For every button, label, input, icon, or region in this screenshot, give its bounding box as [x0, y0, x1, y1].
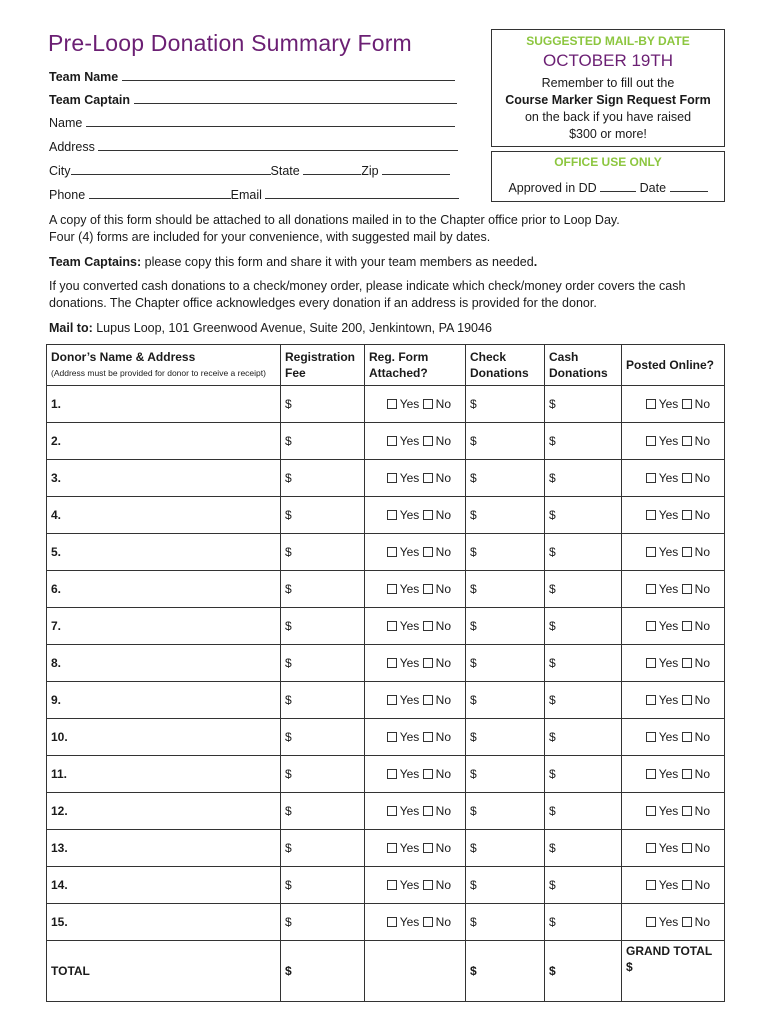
- cash-cell[interactable]: $: [545, 497, 622, 534]
- reg-form-no-label: No: [435, 508, 451, 522]
- approved-line[interactable]: [600, 179, 636, 192]
- reg-form-yes-checkbox[interactable]: [387, 732, 397, 742]
- total-reg-form: [365, 941, 466, 1002]
- cash-cell[interactable]: $: [545, 867, 622, 904]
- address-line[interactable]: [98, 138, 458, 151]
- reg-form-no-label: No: [435, 841, 451, 855]
- total-label: TOTAL: [47, 941, 281, 1002]
- reg-form-no-label: No: [435, 471, 451, 485]
- col-cash-header: Cash Donations: [545, 345, 622, 386]
- reg-fee-cell[interactable]: $: [281, 904, 365, 941]
- posted-online-no-label: No: [694, 730, 710, 744]
- donor-cell[interactable]: 2.: [47, 423, 281, 460]
- posted-online-yes-label: Yes: [658, 397, 679, 411]
- donor-cell[interactable]: 5.: [47, 534, 281, 571]
- reg-form-yes-label: Yes: [399, 693, 420, 707]
- reg-form-no-checkbox[interactable]: [423, 769, 433, 779]
- donor-cell[interactable]: 9.: [47, 682, 281, 719]
- check-cell[interactable]: $: [466, 386, 545, 423]
- col-check-header: Check Donations: [466, 345, 545, 386]
- posted-online-no-checkbox[interactable]: [682, 621, 692, 631]
- reg-form-yes-label: Yes: [399, 582, 420, 596]
- total-row: [47, 941, 725, 1002]
- posted-online-yes-label: Yes: [658, 545, 679, 559]
- reg-fee-cell[interactable]: $: [281, 460, 365, 497]
- reg-form-no-label: No: [435, 915, 451, 929]
- mail-note-line2: Course Marker Sign Request Form: [505, 93, 711, 107]
- table-row: [47, 904, 725, 941]
- reg-form-cell: [365, 645, 466, 682]
- posted-online-yes-checkbox[interactable]: [646, 843, 656, 853]
- posted-online-no-checkbox[interactable]: [682, 806, 692, 816]
- reg-form-no-checkbox[interactable]: [423, 584, 433, 594]
- posted-online-no-label: No: [694, 767, 710, 781]
- table-row: [47, 386, 725, 423]
- posted-online-yes-checkbox[interactable]: [646, 880, 656, 890]
- table-row: [47, 682, 725, 719]
- posted-online-yes-label: Yes: [658, 804, 679, 818]
- posted-online-no-checkbox[interactable]: [682, 436, 692, 446]
- reg-fee-cell[interactable]: $: [281, 830, 365, 867]
- instructions-para1: [49, 212, 729, 246]
- reg-form-yes-label: Yes: [399, 545, 420, 559]
- posted-online-yes-label: Yes: [658, 841, 679, 855]
- reg-form-no-checkbox[interactable]: [423, 917, 433, 927]
- posted-online-yes-label: Yes: [658, 508, 679, 522]
- email-label: Email: [230, 188, 262, 202]
- check-cell[interactable]: $: [466, 645, 545, 682]
- posted-online-cell: [622, 682, 725, 719]
- reg-form-no-label: No: [435, 804, 451, 818]
- city-label: City: [49, 164, 71, 178]
- reg-form-yes-label: Yes: [399, 471, 420, 485]
- reg-form-no-label: No: [435, 878, 451, 892]
- posted-online-cell: [622, 719, 725, 756]
- posted-online-no-checkbox[interactable]: [682, 473, 692, 483]
- check-cell[interactable]: $: [466, 904, 545, 941]
- reg-form-yes-checkbox[interactable]: [387, 843, 397, 853]
- office-date-line[interactable]: [670, 179, 708, 192]
- reg-form-no-checkbox[interactable]: [423, 510, 433, 520]
- reg-form-no-checkbox[interactable]: [423, 473, 433, 483]
- reg-fee-cell[interactable]: $: [281, 719, 365, 756]
- posted-online-cell: [622, 867, 725, 904]
- reg-fee-cell[interactable]: $: [281, 497, 365, 534]
- reg-form-no-checkbox[interactable]: [423, 695, 433, 705]
- reg-form-yes-label: Yes: [399, 434, 420, 448]
- team-captain-line[interactable]: [134, 91, 457, 104]
- posted-online-cell: [622, 386, 725, 423]
- approved-label: Approved in DD: [508, 181, 597, 195]
- posted-online-yes-label: Yes: [658, 878, 679, 892]
- reg-form-no-label: No: [435, 545, 451, 559]
- posted-online-cell: [622, 534, 725, 571]
- reg-form-no-label: No: [435, 434, 451, 448]
- posted-online-yes-checkbox[interactable]: [646, 695, 656, 705]
- table-row: [47, 608, 725, 645]
- posted-online-cell: [622, 904, 725, 941]
- reg-form-cell: [365, 867, 466, 904]
- reg-form-yes-label: Yes: [399, 730, 420, 744]
- mail-to-address: Lupus Loop, 101 Greenwood Avenue, Suite 200, Jenkintown, PA 19046: [92, 321, 492, 335]
- cash-cell[interactable]: $: [545, 682, 622, 719]
- check-cell[interactable]: $: [466, 497, 545, 534]
- reg-form-no-checkbox[interactable]: [423, 621, 433, 631]
- reg-fee-cell[interactable]: $: [281, 645, 365, 682]
- grand-total-dollar: $: [626, 960, 633, 974]
- table-row: [47, 423, 725, 460]
- reg-form-no-checkbox[interactable]: [423, 436, 433, 446]
- posted-online-yes-checkbox[interactable]: [646, 621, 656, 631]
- reg-fee-cell[interactable]: $: [281, 608, 365, 645]
- reg-form-no-checkbox[interactable]: [423, 880, 433, 890]
- table-row: [47, 756, 725, 793]
- total-check[interactable]: $: [466, 941, 545, 1002]
- table-row: [47, 534, 725, 571]
- posted-online-no-label: No: [694, 841, 710, 855]
- posted-online-no-label: No: [694, 693, 710, 707]
- reg-form-cell: [365, 793, 466, 830]
- posted-online-no-label: No: [694, 804, 710, 818]
- reg-form-cell: [365, 756, 466, 793]
- reg-form-cell: [365, 534, 466, 571]
- reg-form-no-label: No: [435, 693, 451, 707]
- posted-online-yes-label: Yes: [658, 915, 679, 929]
- instructions-para3: If you converted cash donations to a check/money order, please indicate which check/money order covers the cash donations. The Chapter office acknowledges every donation if an address is provided for the donor.: [49, 279, 686, 310]
- team-name-line[interactable]: [122, 68, 455, 81]
- name-line[interactable]: [86, 114, 455, 127]
- posted-online-yes-checkbox[interactable]: [646, 510, 656, 520]
- reg-form-no-label: No: [435, 767, 451, 781]
- posted-online-yes-label: Yes: [658, 693, 679, 707]
- posted-online-no-checkbox[interactable]: [682, 732, 692, 742]
- posted-online-yes-label: Yes: [658, 434, 679, 448]
- posted-online-cell: [622, 756, 725, 793]
- reg-form-cell: [365, 608, 466, 645]
- cash-cell[interactable]: $: [545, 423, 622, 460]
- mail-to-line: [49, 320, 729, 337]
- posted-online-no-label: No: [694, 656, 710, 670]
- posted-online-no-checkbox[interactable]: [682, 695, 692, 705]
- col-reg-form-header: Reg. Form Attached?: [365, 345, 466, 386]
- office-approval-row: [492, 179, 724, 195]
- reg-fee-cell[interactable]: $: [281, 682, 365, 719]
- city-state-zip-field[interactable]: [49, 162, 450, 178]
- reg-form-yes-checkbox[interactable]: [387, 399, 397, 409]
- posted-online-yes-checkbox[interactable]: [646, 399, 656, 409]
- reg-form-cell: [365, 719, 466, 756]
- team-captain-field[interactable]: [49, 91, 457, 107]
- grand-total-label: GRAND TOTAL: [626, 944, 713, 958]
- cash-cell[interactable]: $: [545, 645, 622, 682]
- posted-online-no-checkbox[interactable]: [682, 510, 692, 520]
- email-line[interactable]: [265, 186, 459, 199]
- cash-cell[interactable]: $: [545, 830, 622, 867]
- check-cell[interactable]: $: [466, 460, 545, 497]
- posted-online-yes-checkbox[interactable]: [646, 658, 656, 668]
- posted-online-yes-checkbox[interactable]: [646, 547, 656, 557]
- cash-cell[interactable]: $: [545, 756, 622, 793]
- posted-online-cell: [622, 571, 725, 608]
- posted-online-no-checkbox[interactable]: [682, 769, 692, 779]
- reg-form-yes-label: Yes: [399, 508, 420, 522]
- reg-form-cell: [365, 497, 466, 534]
- posted-online-cell: [622, 830, 725, 867]
- reg-form-yes-checkbox[interactable]: [387, 621, 397, 631]
- posted-online-no-label: No: [694, 471, 710, 485]
- posted-online-no-label: No: [694, 582, 710, 596]
- reg-form-yes-label: Yes: [399, 619, 420, 633]
- posted-online-yes-checkbox[interactable]: [646, 917, 656, 927]
- grand-total-cell[interactable]: [622, 941, 725, 1002]
- posted-online-cell: [622, 645, 725, 682]
- reg-form-yes-label: Yes: [399, 841, 420, 855]
- donor-cell[interactable]: 10.: [47, 719, 281, 756]
- table-row: [47, 719, 725, 756]
- posted-online-no-checkbox[interactable]: [682, 880, 692, 890]
- posted-online-yes-checkbox[interactable]: [646, 473, 656, 483]
- posted-online-yes-label: Yes: [658, 767, 679, 781]
- reg-fee-cell[interactable]: $: [281, 571, 365, 608]
- donor-cell[interactable]: 6.: [47, 571, 281, 608]
- mail-note-line4: $300 or more!: [569, 127, 647, 141]
- reg-fee-cell[interactable]: $: [281, 423, 365, 460]
- name-label: Name: [49, 116, 83, 130]
- posted-online-no-label: No: [694, 915, 710, 929]
- mail-by-date: OCTOBER 19TH: [542, 51, 674, 70]
- donor-cell[interactable]: 13.: [47, 830, 281, 867]
- team-captains-label: Team Captains:: [49, 255, 142, 269]
- donor-cell[interactable]: 8.: [47, 645, 281, 682]
- reg-form-yes-checkbox[interactable]: [387, 695, 397, 705]
- posted-online-yes-checkbox[interactable]: [646, 436, 656, 446]
- reg-form-cell: [365, 460, 466, 497]
- posted-online-no-checkbox[interactable]: [682, 584, 692, 594]
- address-field[interactable]: [49, 138, 458, 154]
- reg-form-yes-checkbox[interactable]: [387, 436, 397, 446]
- check-cell[interactable]: $: [466, 608, 545, 645]
- phone-email-field[interactable]: [49, 186, 459, 202]
- reg-form-no-label: No: [435, 582, 451, 596]
- reg-form-yes-checkbox[interactable]: [387, 880, 397, 890]
- reg-form-cell: [365, 423, 466, 460]
- donor-cell[interactable]: 7.: [47, 608, 281, 645]
- check-cell[interactable]: $: [466, 719, 545, 756]
- reg-form-yes-checkbox[interactable]: [387, 917, 397, 927]
- table-row: [47, 645, 725, 682]
- reg-form-yes-checkbox[interactable]: [387, 806, 397, 816]
- posted-online-no-checkbox[interactable]: [682, 658, 692, 668]
- page-title: Pre-Loop Donation Summary Form: [48, 30, 412, 56]
- cash-cell[interactable]: $: [545, 571, 622, 608]
- cash-cell[interactable]: $: [545, 793, 622, 830]
- check-cell[interactable]: $: [466, 571, 545, 608]
- posted-online-yes-checkbox[interactable]: [646, 769, 656, 779]
- check-cell[interactable]: $: [466, 830, 545, 867]
- team-captain-label: Team Captain: [49, 93, 131, 107]
- state-label: State: [270, 164, 300, 178]
- posted-online-no-label: No: [694, 508, 710, 522]
- posted-online-cell: [622, 460, 725, 497]
- phone-label: Phone: [49, 188, 86, 202]
- cash-cell[interactable]: $: [545, 719, 622, 756]
- reg-form-cell: [365, 830, 466, 867]
- team-captains-period: .: [533, 255, 538, 269]
- col-donor-header: Donor’s Name & Address (Address must be provided for donor to receive a receipt): [47, 345, 281, 386]
- mail-note-line1: Remember to fill out the: [541, 76, 675, 90]
- phone-line[interactable]: [89, 186, 231, 199]
- donation-table: [46, 344, 725, 1002]
- donor-cell[interactable]: 4.: [47, 497, 281, 534]
- reg-form-cell: [365, 386, 466, 423]
- reg-fee-cell[interactable]: $: [281, 793, 365, 830]
- table-row: [47, 497, 725, 534]
- col-posted-header: Posted Online?: [622, 345, 725, 386]
- posted-online-no-label: No: [694, 878, 710, 892]
- reg-form-yes-checkbox[interactable]: [387, 769, 397, 779]
- posted-online-no-checkbox[interactable]: [682, 399, 692, 409]
- posted-online-cell: [622, 608, 725, 645]
- reg-form-yes-label: Yes: [399, 767, 420, 781]
- instructions-line2: Four (4) forms are included for your convenience, with suggested mail by dates.: [49, 230, 491, 244]
- posted-online-no-checkbox[interactable]: [682, 917, 692, 927]
- city-line[interactable]: [71, 162, 271, 175]
- donor-cell[interactable]: 3.: [47, 460, 281, 497]
- mail-by-date-box: [491, 29, 725, 147]
- reg-form-no-label: No: [435, 619, 451, 633]
- address-label: Address: [49, 140, 95, 154]
- posted-online-yes-label: Yes: [658, 730, 679, 744]
- cash-cell[interactable]: $: [545, 460, 622, 497]
- team-name-label: Team Name: [49, 70, 119, 84]
- table-row: [47, 793, 725, 830]
- donor-cell[interactable]: 14.: [47, 867, 281, 904]
- table-row: [47, 867, 725, 904]
- zip-line[interactable]: [382, 162, 450, 175]
- donor-cell[interactable]: 12.: [47, 793, 281, 830]
- reg-form-yes-label: Yes: [399, 878, 420, 892]
- donor-cell[interactable]: 15.: [47, 904, 281, 941]
- check-cell[interactable]: $: [466, 793, 545, 830]
- reg-fee-cell[interactable]: $: [281, 756, 365, 793]
- posted-online-yes-checkbox[interactable]: [646, 806, 656, 816]
- reg-form-no-checkbox[interactable]: [423, 658, 433, 668]
- reg-form-no-checkbox[interactable]: [423, 732, 433, 742]
- table-row: [47, 830, 725, 867]
- donor-cell[interactable]: 11.: [47, 756, 281, 793]
- reg-form-yes-checkbox[interactable]: [387, 510, 397, 520]
- instructions-line1: A copy of this form should be attached to all donations mailed in to the Chapter office prior to Loop Day.: [49, 213, 620, 227]
- cash-cell[interactable]: $: [545, 534, 622, 571]
- mail-by-heading: SUGGESTED MAIL-BY DATE: [526, 34, 690, 48]
- reg-fee-cell[interactable]: $: [281, 534, 365, 571]
- posted-online-cell: [622, 423, 725, 460]
- check-cell[interactable]: $: [466, 682, 545, 719]
- posted-online-cell: [622, 497, 725, 534]
- reg-form-no-checkbox[interactable]: [423, 399, 433, 409]
- posted-online-no-label: No: [694, 619, 710, 633]
- check-cell[interactable]: $: [466, 534, 545, 571]
- reg-form-yes-label: Yes: [399, 397, 420, 411]
- mail-note-line3: on the back if you have raised: [524, 110, 692, 124]
- posted-online-no-label: No: [694, 397, 710, 411]
- posted-online-no-checkbox[interactable]: [682, 843, 692, 853]
- reg-form-yes-checkbox[interactable]: [387, 584, 397, 594]
- table-header-row: [47, 345, 725, 386]
- reg-form-yes-label: Yes: [399, 915, 420, 929]
- posted-online-cell: [622, 793, 725, 830]
- posted-online-no-label: No: [694, 545, 710, 559]
- reg-form-no-checkbox[interactable]: [423, 806, 433, 816]
- check-cell[interactable]: $: [466, 867, 545, 904]
- reg-form-cell: [365, 904, 466, 941]
- team-captains-text: please copy this form and share it with your team members as needed: [141, 255, 534, 269]
- reg-fee-cell[interactable]: $: [281, 867, 365, 904]
- total-reg-fee[interactable]: $: [281, 941, 365, 1002]
- reg-form-yes-checkbox[interactable]: [387, 658, 397, 668]
- posted-online-yes-label: Yes: [658, 619, 679, 633]
- cash-cell[interactable]: $: [545, 608, 622, 645]
- cash-cell[interactable]: $: [545, 386, 622, 423]
- office-use-box: [491, 151, 725, 202]
- instructions-para2: [49, 254, 729, 271]
- reg-form-yes-checkbox[interactable]: [387, 547, 397, 557]
- posted-online-yes-checkbox[interactable]: [646, 584, 656, 594]
- reg-form-yes-label: Yes: [399, 656, 420, 670]
- posted-online-no-checkbox[interactable]: [682, 547, 692, 557]
- name-field[interactable]: [49, 114, 455, 130]
- zip-label: Zip: [361, 164, 379, 178]
- total-cash[interactable]: $: [545, 941, 622, 1002]
- col-reg-fee-header: Registration Fee: [281, 345, 365, 386]
- state-line[interactable]: [303, 162, 361, 175]
- reg-form-no-label: No: [435, 397, 451, 411]
- posted-online-yes-label: Yes: [658, 656, 679, 670]
- mail-by-note: [492, 75, 724, 143]
- table-row: [47, 460, 725, 497]
- reg-form-no-label: No: [435, 656, 451, 670]
- reg-form-cell: [365, 571, 466, 608]
- check-cell[interactable]: $: [466, 423, 545, 460]
- posted-online-no-label: No: [694, 434, 710, 448]
- mail-to-label: Mail to:: [49, 321, 93, 335]
- reg-form-cell: [365, 682, 466, 719]
- check-cell[interactable]: $: [466, 756, 545, 793]
- reg-fee-cell[interactable]: $: [281, 386, 365, 423]
- reg-form-yes-checkbox[interactable]: [387, 473, 397, 483]
- table-row: [47, 571, 725, 608]
- reg-form-yes-label: Yes: [399, 804, 420, 818]
- reg-form-no-label: No: [435, 730, 451, 744]
- posted-online-yes-label: Yes: [658, 582, 679, 596]
- office-date-label: Date: [639, 181, 667, 195]
- posted-online-yes-label: Yes: [658, 471, 679, 485]
- posted-online-yes-checkbox[interactable]: [646, 732, 656, 742]
- reg-form-no-checkbox[interactable]: [423, 843, 433, 853]
- office-use-heading: OFFICE USE ONLY: [554, 155, 662, 169]
- cash-cell[interactable]: $: [545, 904, 622, 941]
- col-donor-note: (Address must be provided for donor to receive a receipt): [51, 368, 266, 378]
- donor-cell[interactable]: 1.: [47, 386, 281, 423]
- reg-form-no-checkbox[interactable]: [423, 547, 433, 557]
- team-name-field[interactable]: [49, 68, 455, 84]
